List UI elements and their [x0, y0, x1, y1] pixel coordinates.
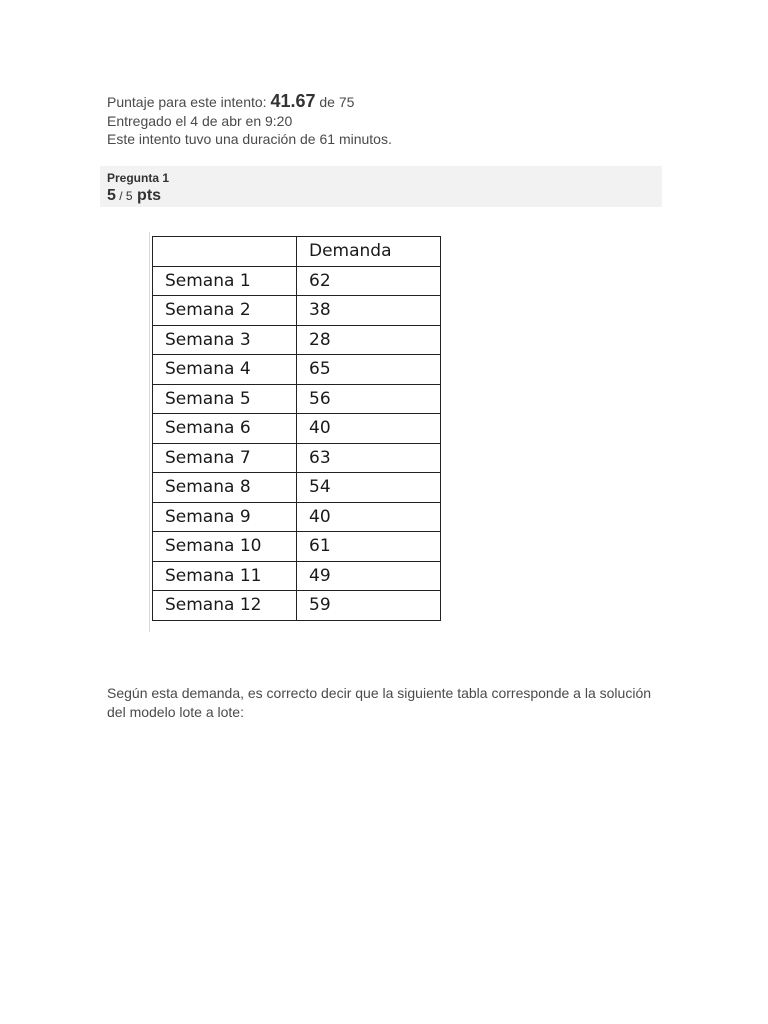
score-prefix: Puntaje para este intento:: [107, 94, 271, 110]
table-row: [153, 591, 441, 621]
question-text: Según esta demanda, es correcto decir que la siguiente tabla corresponde a la solución del modelo lote a lote:: [107, 685, 652, 720]
duration-line: Este intento tuvo una duración de 61 minutos.: [107, 131, 392, 147]
demand-cell: 28: [297, 325, 441, 355]
table-row: [153, 325, 441, 355]
score-suffix: de 75: [315, 94, 355, 110]
table-row: [153, 473, 441, 503]
week-cell: Semana 2: [153, 296, 297, 326]
week-cell: Semana 8: [153, 473, 297, 503]
table-header-row: [153, 237, 441, 267]
week-cell: Semana 5: [153, 384, 297, 414]
score-value: 41.67: [270, 91, 316, 111]
week-cell: Semana 6: [153, 414, 297, 444]
table-row: [153, 561, 441, 591]
week-cell: Semana 7: [153, 443, 297, 473]
header-cell: Demanda: [297, 237, 441, 267]
demand-cell: 56: [297, 384, 441, 414]
demand-cell: 40: [297, 414, 441, 444]
week-cell: Semana 1: [153, 266, 297, 296]
demand-table-image: [146, 232, 446, 632]
sheet-edge: [149, 232, 150, 632]
week-cell: Semana 3: [153, 325, 297, 355]
demand-cell: 54: [297, 473, 441, 503]
demand-cell: 63: [297, 443, 441, 473]
table-row: [153, 502, 441, 532]
week-cell: Semana 11: [153, 561, 297, 591]
table-row: [153, 414, 441, 444]
demand-cell: 40: [297, 502, 441, 532]
table-row: [153, 296, 441, 326]
question-header: [100, 166, 662, 207]
points-total: 5: [125, 189, 133, 203]
table-row: [153, 384, 441, 414]
week-cell: Semana 9: [153, 502, 297, 532]
points-unit: pts: [132, 187, 162, 204]
question-points: [107, 187, 161, 205]
points-separator: /: [115, 189, 126, 203]
week-cell: Semana 12: [153, 591, 297, 621]
demand-table: [152, 236, 441, 621]
score-line: [107, 92, 392, 112]
demand-cell: 61: [297, 532, 441, 562]
table-row: [153, 266, 441, 296]
demand-cell: 59: [297, 591, 441, 621]
demand-cell: 62: [297, 266, 441, 296]
points-earned: 5: [107, 187, 116, 204]
demand-cell: 49: [297, 561, 441, 591]
week-cell: Semana 10: [153, 532, 297, 562]
demand-cell: 65: [297, 355, 441, 385]
table-row: [153, 443, 441, 473]
table-row: [153, 532, 441, 562]
demand-cell: 38: [297, 296, 441, 326]
table-row: [153, 355, 441, 385]
week-cell: Semana 4: [153, 355, 297, 385]
attempt-summary: [107, 92, 392, 149]
question-title: Pregunta 1: [107, 171, 170, 185]
header-cell: [153, 237, 297, 267]
submitted-line: Entregado el 4 de abr en 9:20: [107, 112, 293, 129]
